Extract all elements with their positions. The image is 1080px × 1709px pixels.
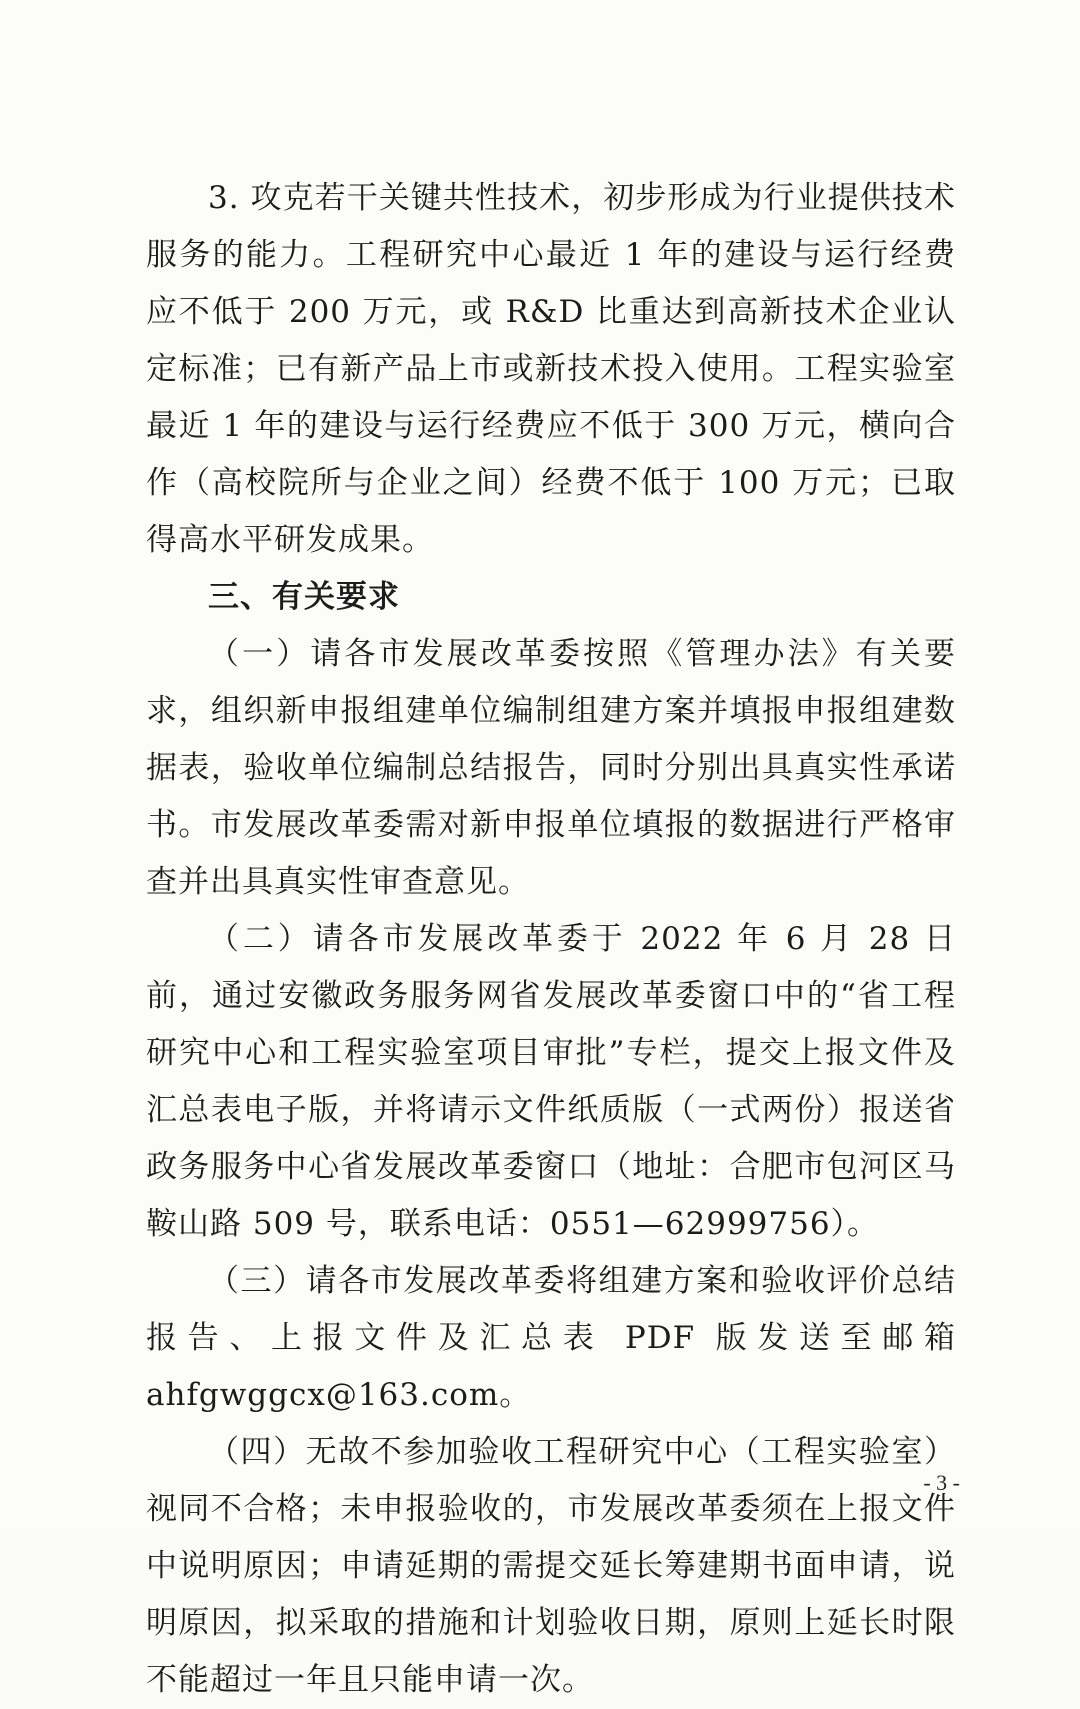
page-number: - 3 -: [923, 1470, 960, 1495]
section-heading-requirements: 三、有关要求: [208, 579, 400, 615]
paragraph-requirement-3: （三）请各市发展改革委将组建方案和验收评价总结报告、上报文件及汇总表 PDF 版发送至邮箱 ahfgwggcx@163.com。: [146, 1263, 956, 1413]
paragraph-requirement-2: （二）请各市发展改革委于 2022 年 6 月 28 日前，通过安徽政务服务网省发展改革委窗口中的“省工程研究中心和工程实验室项目审批”专栏，提交上报文件及汇总表电子版，并将请示文件纸质版（一式两份）报送省政务服务中心省发展改革委窗口（地址：合肥市包河区马鞍山路 509 号，联系电话：0551—62999756）。: [146, 921, 956, 1242]
paragraph-requirement-4: （四）无故不参加验收工程研究中心（工程实验室）视同不合格；未申报验收的，市发展改革委须在上报文件中说明原因；申请延期的需提交延长筹建期书面申请，说明原因，拟采取的措施和计划验收日期，原则上延长时限不能超过一年且只能申请一次。: [146, 1434, 956, 1698]
paragraph-item-3: 3. 攻克若干关键共性技术，初步形成为行业提供技术服务的能力。工程研究中心最近 1 年的建设与运行经费应不低于 200 万元，或 R&D 比重达到高新技术企业认定标准；已有新产品上市或新技术投入使用。工程实验室最近 1 年的建设与运行经费应不低于 300 万元，横向合作（高校院所与企业之间）经费不低于 100 万元；已取得高水平研发成果。: [146, 180, 956, 558]
paragraph-requirement-1: （一）请各市发展改革委按照《管理办法》有关要求，组织新申报组建单位编制组建方案并填报申报组建数据表，验收单位编制总结报告，同时分别出具真实性承诺书。市发展改革委需对新申报单位填报的数据进行严格审查并出具真实性审查意见。: [146, 636, 956, 900]
document-body: [146, 170, 956, 1709]
